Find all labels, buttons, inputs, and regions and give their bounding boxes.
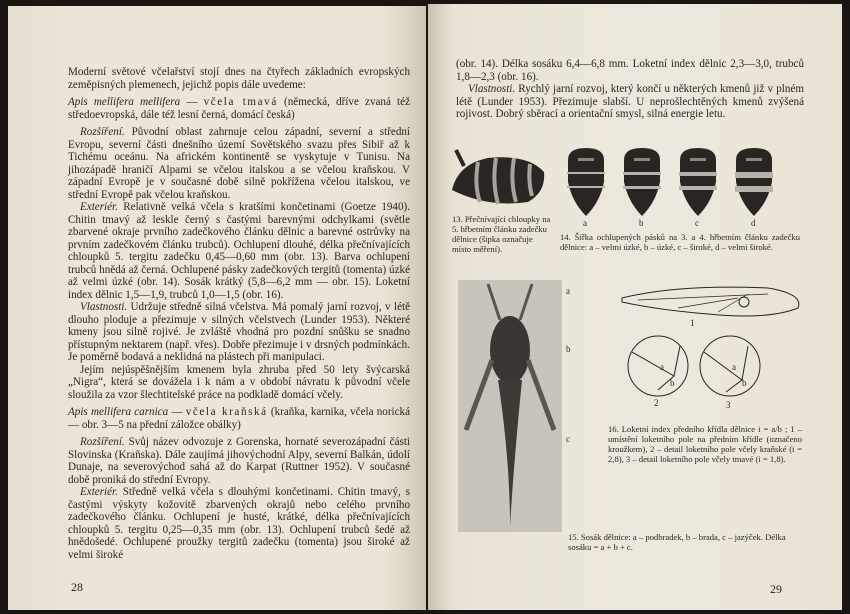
paragraph-text: Rychlý jarní rozvoj, který končí u některých kmenů již v plném létě (Lunder 1953). Přezimuje slabší. U neprošlechtěných kmenů zvýšená rojivost. Dobrý sběrací a orientační smysl, silná energie letu. bbox=[456, 83, 804, 120]
right-page bbox=[428, 4, 842, 610]
breed-heading bbox=[68, 96, 410, 121]
fig14-label: d bbox=[751, 218, 756, 228]
common-name: včela tmavá bbox=[203, 96, 278, 108]
latin-name: Apis mellifera carnica bbox=[68, 406, 169, 418]
fig14-label: b bbox=[639, 218, 644, 228]
fig14-abdomen-c bbox=[676, 146, 720, 218]
fig15-label: a bbox=[566, 286, 570, 296]
page-number-left: 28 bbox=[71, 580, 83, 594]
fig15-proboscis-photo bbox=[458, 280, 562, 532]
paragraph bbox=[68, 126, 410, 201]
fig14-label: a bbox=[583, 218, 587, 228]
paragraph bbox=[68, 201, 410, 301]
paragraph-lead: Vlastnosti. bbox=[468, 83, 516, 95]
heading-note: (kraňka, karnika, včela norická — obr. 3—5 na přední záložce obálky) bbox=[68, 406, 411, 431]
paragraph-lead: Rozšíření. bbox=[80, 436, 125, 448]
paragraph bbox=[68, 301, 410, 364]
fig16-circle-label: a bbox=[732, 362, 736, 372]
right-page-text bbox=[456, 58, 804, 121]
paragraph-text: Relativně velká včela s kratšími končetinami (Goetze 1940). Chitin tmavý až leskle černý s častými barevnými odchylkami (světle zbarvené okraje prvního zadečkového článku dělnic a barevné ostrůvky na prvním zadečkovém článku trubců). Ochlupení dlouhé, délka přečnívajících chloupků 5. tergitu zadečku 0,45—0,60 mm (obr. 13). Barva ochlupení trubců hnědá až černá. Ochlupené pásky zadečkových tergitů (tomenta) úzké až velmi úzké (obr. 14). Sosák krátký (5,8—6,2 mm — obr. 15). Loketní index dělnic 1,5—1,9, trubců 1,0—1,5 (obr. 16). bbox=[68, 201, 410, 301]
paragraph-text: (obr. 14). Délka sosáku 6,4—6,8 mm. Loketní index dělnic 2,3—3,0, trubců 1,8—2,3 (obr. 16). bbox=[456, 58, 804, 83]
fig14-caption: 14. Šířka ochlupených pásků na 3. a 4. hřbetním článku zadečku dělnice: a – velmi úzké, b – úzké, c – široké, d – velmi široké. bbox=[560, 232, 800, 252]
fig16-label: 3 bbox=[726, 400, 731, 410]
paragraph-lead: Exteriér. bbox=[80, 486, 118, 498]
fig14-abdomen-a bbox=[564, 146, 608, 218]
paragraph-lead: Exteriér. bbox=[80, 201, 118, 213]
fig15-label: c bbox=[566, 434, 570, 444]
fig16-label: 2 bbox=[654, 398, 659, 408]
paragraph-text: Původní oblast zahrnuje celou západní, severní a střední Evropu, severní části dnešního území Sovětského svazu přes Sibiř až k Tichému oceánu. Na africkém kontinentě se vyskytuje v Tunisu. Na jihozápadě hraničí Alpami se včelou italskou a se včelou kraňskou. V západní Evropě je v současné době silně pokřížena včelou italskou, ve střední Evropě pak včelou kraňskou. bbox=[68, 126, 410, 201]
latin-name: Apis mellifera mellifera bbox=[68, 96, 181, 108]
paragraph-text: Udržuje středně silná včelstva. Má pomalý jarní rozvoj, v létě dlouho ploduje a přezimuje v silných včelstvech (Lunder 1953). Některé kmeny jsou silně rojivé. Je zvláště vhodná pro pozdní snůšku se snadno přístupným nektarem (např. vřes). Dobře přezimuje i v drsných podmínkách. Je poměrně bodavá a neklidná na plástech při manipulaci. bbox=[68, 301, 410, 363]
paragraph bbox=[68, 364, 410, 402]
fig16-circle-label: a bbox=[660, 362, 664, 372]
fig16-circle-label: b bbox=[670, 378, 675, 388]
fig14-abdomen-b bbox=[620, 146, 664, 218]
paragraph bbox=[68, 66, 410, 91]
fig16-caption: 16. Loketní index předního křídla dělnice i = a/b ; 1 – umístění loketního pole na předním křídle (označeno kroužkem), 2 – detail loketního pole včely kraňské (i = 2,8), 3 – detail loketního pole včely tmavé (i = 1,8). bbox=[608, 424, 802, 464]
paragraph-text: Středně velká včela s dlouhými končetinami. Chitin tmavý, s častými výskyty kožovitě zbarvených okrajů nebo celého prvního zadečkového článku. Ochlupení je husté, krátké, délka přečnívajících chloupků 5. tergitu 0,25—0,35 mm (obr. 13). Ochlupení trubců šedé až hnědošedé. Ochlupené proužky tergitů zadečku (tomenta) jsou široké až velmi široké bbox=[68, 486, 410, 561]
fig16-label: 1 bbox=[690, 318, 695, 328]
fig13-caption: 13. Přečnívající chloupky na 5. hřbetním článku zadečku dělnice (šipka označuje místo měření). bbox=[452, 214, 551, 254]
page-number-right: 29 bbox=[770, 582, 782, 596]
left-page-text bbox=[68, 66, 410, 561]
paragraph bbox=[456, 58, 804, 83]
fig15-caption: 15. Sosák dělnice: a – podbradek, b – brada, c – jazýček. Délka sosáku = a + b + c. bbox=[568, 532, 786, 552]
fig13-abdomen-hairs-image bbox=[448, 146, 548, 212]
common-name: včela kraňská bbox=[185, 406, 268, 418]
dash: — bbox=[180, 96, 204, 108]
paragraph-text: Moderní světové včelařství stojí dnes na čtyřech základních evropských zeměpisných plemenech, jejichž popis dále uvedeme: bbox=[68, 66, 410, 91]
heading-note: (německá, dříve zvaná též středoevropská, dále též lesní černá, domácí česká) bbox=[68, 96, 410, 121]
paragraph-text: Jejím nejúspěšnějším kmenem byla zhruba před 50 lety švýcarská „Nigra“, která se dovážela i k nám a v období návratu k původní včele sloužila za vzor šlechtitelské práce na podkladě domácí včely. bbox=[68, 363, 410, 401]
fig16-circle-label: b bbox=[742, 378, 747, 388]
paragraph-text: Svůj název odvozuje z Gorenska, hornaté severozápadní části Slovinska (Kraňska). Dále zaujímá jihovýchodní Alpy, severní Balkán, údolí Dunaje, na severovýchod sahá až do Karpat (Ruttner 1952). V současné době proniká do střední Evropy. bbox=[68, 436, 410, 486]
paragraph bbox=[68, 436, 410, 486]
paragraph-lead: Rozšíření. bbox=[80, 126, 125, 138]
paragraph bbox=[456, 83, 804, 121]
fig14-label: c bbox=[695, 218, 699, 228]
dash: — bbox=[168, 406, 186, 418]
paragraph bbox=[68, 486, 410, 561]
fig15-label: b bbox=[566, 344, 571, 354]
paragraph-lead: Vlastnosti. bbox=[80, 301, 128, 313]
left-page bbox=[8, 6, 426, 610]
fig16-wing-diagram bbox=[618, 280, 808, 410]
fig14-abdomen-d bbox=[732, 146, 776, 218]
breed-heading bbox=[68, 406, 410, 431]
